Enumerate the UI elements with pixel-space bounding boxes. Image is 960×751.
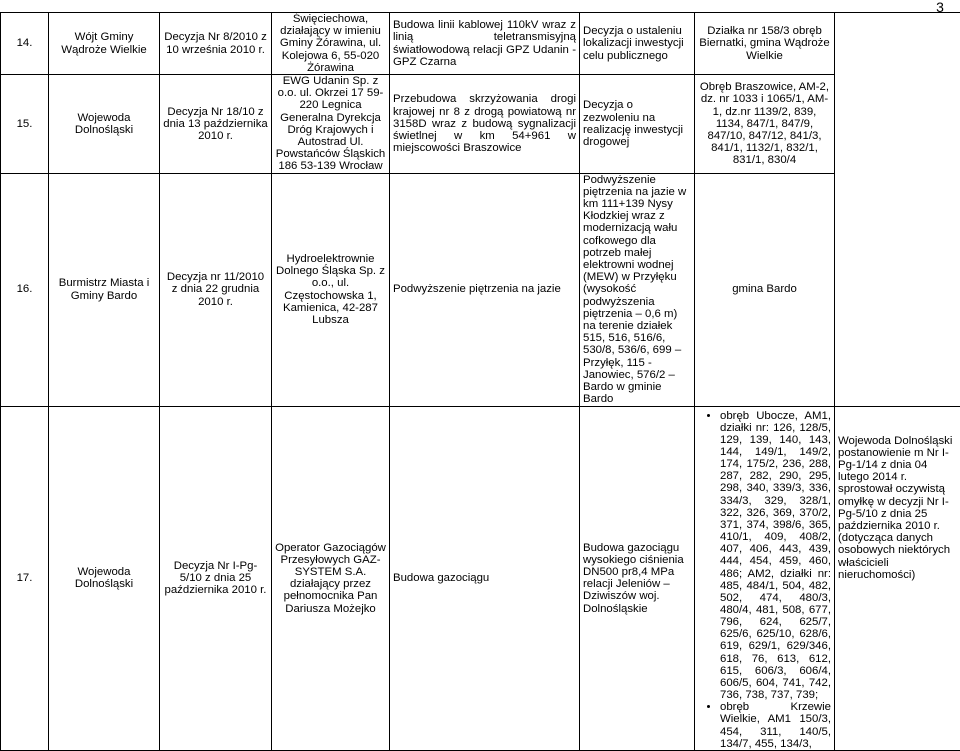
investor-cell: Operator Gazociągów Przesyłowych GAZ-SYSTEM S.A. działający przez pełnomocnika Pan Dariusza Możejko: [272, 406, 390, 750]
investor-cell: [272, 75, 390, 174]
authority-cell: Burmistrz Miasta i Gminy Bardo: [49, 173, 160, 406]
decision-cell: Decyzja Nr I-Pg-5/10 z dnia 25 października 2010 r.: [160, 406, 272, 750]
decisions-table: [0, 12, 960, 751]
area-cell: gmina Bardo: [695, 173, 835, 406]
row-number: 16.: [1, 173, 49, 406]
investor-text: Święciechowa, działający w imieniu Gminy Żórawina, ul. Kolejowa 6, 55-020 Żórawina: [280, 13, 381, 74]
page-number: 3: [920, 0, 960, 14]
area-cell: Działka nr 158/3 obręb Biernatki, gmina Wądroże Wielkie: [695, 13, 835, 75]
description-cell: Przebudowa skrzyżowania drogi krajowej nr 8 z drogą powiatową nr 3158D wraz z budową sygnalizacji świetlnej w km 54+961 w miejscowości Braszowice: [390, 75, 580, 174]
decision-cell: Decyzja Nr 8/2010 z 10 września 2010 r.: [160, 13, 272, 75]
description-cell: Budowa gazociągu: [390, 406, 580, 750]
area-cell: Obręb Braszowice, AM-2, dz. nr 1033 i 1065/1, AM-1, dz.nr 1139/2, 839, 1134, 847/1, 847/9, 847/10, 847/12, 841/3, 841/1, 1132/1, 832/1, 831/1, 830/4: [695, 75, 835, 174]
authority-cell: Wojewoda Dolnośląski: [49, 406, 160, 750]
investor-cell: Hydroelektrownie Dolnego Śląska Sp. z o.o., ul. Częstochowska 1, Kamienica, 42-287 Lubsza: [272, 173, 390, 406]
list-item: • obręb Ubocze, AM1, działki nr: 126, 128/5, 129, 139, 140, 143, 144, 149/1, 149/2, 174, 175/2, 236, 288, 287, 282, 290, 295, 298, 340, 339/3, 336, 334/3, 329, 328/1, 322, 326, 369, 370/2, 371, 374, 398/6, 365, 410/1, 409, 408/2, 407, 406, 443, 439, 444, 454, 459, 460, 486; AM2, działki nr: 485, 484/1, 504, 482, 502, 474, 480/3, 480/4, 481, 508, 677, 796, 624, 625/7, 625/6, 625/10, 628/6, 619, 629/1, 629/346, 618, 76, 613, 612, 615, 606/3, 606/4, 606/5, 604, 741, 742, 736, 738, 737, 739;: [720, 410, 831, 702]
decision-type-cell: Budowa gazociągu wysokiego ciśnienia DN500 pr8,4 MPa relacji Jeleniów – Dziwiszów woj. Dolnośląskie: [580, 406, 695, 750]
table-row: [1, 13, 960, 75]
investor-cell: [272, 13, 390, 75]
investor-text: Generalna Dyrekcja Dróg Krajowych i Autostrad Ul. Powstańców Śląskich 186 53-139 Wrocław: [275, 112, 386, 173]
decision-cell: Decyzja Nr 18/10 z dnia 13 października 2010 r.: [160, 75, 272, 174]
row-number: 15.: [1, 75, 49, 174]
area-cell: [695, 406, 835, 750]
investor-text: EWG Udanin Sp. z o.o. ul. Okrzei 17 59-220 Legnica: [275, 75, 386, 112]
decision-type-cell: Decyzja o zezwoleniu na realizację inwestycji drogowej: [580, 75, 695, 174]
row-number: 17.: [1, 406, 49, 750]
decision-cell: Decyzja nr 11/2010 z dnia 22 grudnia 2010 r.: [160, 173, 272, 406]
table-row: [1, 173, 960, 406]
description-cell: Podwyższenie piętrzenia na jazie: [390, 173, 580, 406]
description-cell: Budowa linii kablowej 110kV wraz z linią teletransmisyjną światłowodową relacji GPZ Udanin - GPZ Czarna: [390, 13, 580, 75]
table-row: [1, 406, 960, 750]
notes-cell: [835, 13, 960, 407]
list-item: • obręb Krzewie Wielkie, AM1 150/3, 454, 311, 140/5, 134/7, 455, 134/3,: [720, 701, 831, 750]
decision-type-cell: Podwyższenie piętrzenia na jazie w km 111+139 Nysy Kłodzkiej wraz z modernizacją wału cofkowego dla potrzeb małej elektrowni wodnej (MEW) w Przyłęku (wysokość podwyższenia piętrzenia – 0,6 m) na terenie działek 515, 516, 516/6, 530/8, 536/6, 699 – Przyłęk, 115 - Janowiec, 576/2 – Bardo w gminie Bardo: [580, 173, 695, 406]
area-list: [698, 410, 831, 750]
table-row: [1, 75, 960, 174]
authority-cell: Wojewoda Dolnośląski: [49, 75, 160, 174]
row-number: 14.: [1, 13, 49, 75]
decision-type-cell: Decyzja o ustaleniu lokalizacji inwestycji celu publicznego: [580, 13, 695, 75]
notes-cell: Wojewoda Dolnośląski postanowienie m Nr I-Pg-1/14 z dnia 04 lutego 2014 r. sprostował oczywistą omyłkę w decyzji Nr I-Pg-5/10 z dnia 25 października 2010 r. (dotycząca danych osobowych niektórych właścicieli nieruchomości): [835, 406, 960, 750]
authority-cell: Wójt Gminy Wądroże Wielkie: [49, 13, 160, 75]
